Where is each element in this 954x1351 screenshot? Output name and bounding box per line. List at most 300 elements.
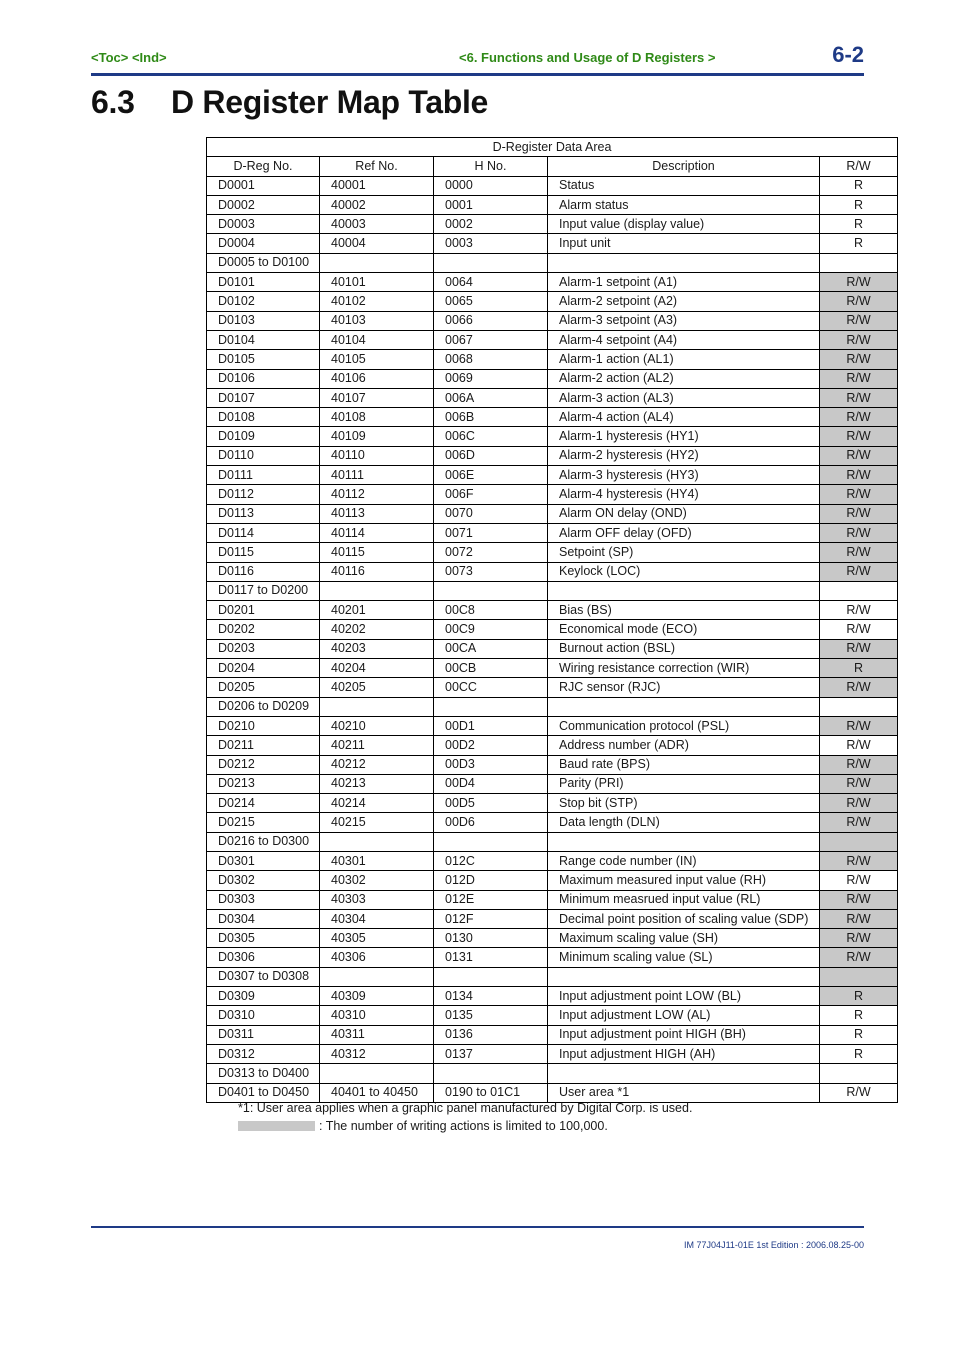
table-row bbox=[207, 350, 898, 369]
dreg-cell: D0004 bbox=[207, 234, 320, 253]
h-cell: 006A bbox=[434, 388, 548, 407]
dreg-cell: D0401 to D0450 bbox=[207, 1083, 320, 1102]
description-cell: Alarm-4 hysteresis (HY4) bbox=[548, 485, 820, 504]
h-cell: 006C bbox=[434, 427, 548, 446]
description-cell: Alarm-4 setpoint (A4) bbox=[548, 330, 820, 349]
table-row bbox=[207, 967, 898, 986]
column-header: R/W bbox=[820, 157, 898, 176]
h-cell: 0001 bbox=[434, 195, 548, 214]
table-row bbox=[207, 369, 898, 388]
description-cell: Alarm-2 hysteresis (HY2) bbox=[548, 446, 820, 465]
rw-cell: R/W bbox=[820, 890, 898, 909]
ref-cell: 40003 bbox=[320, 215, 434, 234]
rw-cell: R bbox=[820, 1006, 898, 1025]
description-cell bbox=[548, 253, 820, 272]
dreg-cell: D0202 bbox=[207, 620, 320, 639]
table-row bbox=[207, 620, 898, 639]
section-header[interactable]: <6. Functions and Usage of D Registers > bbox=[459, 50, 716, 65]
description-cell: Alarm-1 hysteresis (HY1) bbox=[548, 427, 820, 446]
table-row bbox=[207, 176, 898, 195]
h-cell: 0073 bbox=[434, 562, 548, 581]
section-title: D Register Map Table bbox=[171, 84, 489, 120]
dreg-cell: D0305 bbox=[207, 929, 320, 948]
rw-cell: R/W bbox=[820, 369, 898, 388]
ref-cell: 40103 bbox=[320, 311, 434, 330]
dreg-cell: D0205 bbox=[207, 678, 320, 697]
section-number: 6.3 bbox=[91, 84, 135, 120]
dreg-cell: D0003 bbox=[207, 215, 320, 234]
rw-cell: R/W bbox=[820, 948, 898, 967]
ref-cell: 40204 bbox=[320, 659, 434, 678]
table-row bbox=[207, 794, 898, 813]
dreg-cell: D0213 bbox=[207, 774, 320, 793]
h-cell: 0190 to 01C1 bbox=[434, 1083, 548, 1102]
description-cell: Bias (BS) bbox=[548, 601, 820, 620]
ref-cell: 40215 bbox=[320, 813, 434, 832]
description-cell: Minimum measrued input value (RL) bbox=[548, 890, 820, 909]
description-cell: Alarm OFF delay (OFD) bbox=[548, 523, 820, 542]
dreg-cell: D0203 bbox=[207, 639, 320, 658]
dreg-cell: D0001 bbox=[207, 176, 320, 195]
description-cell: Communication protocol (PSL) bbox=[548, 716, 820, 735]
rw-cell: R/W bbox=[820, 909, 898, 928]
rw-cell: R/W bbox=[820, 446, 898, 465]
h-cell: 006E bbox=[434, 466, 548, 485]
ref-cell: 40109 bbox=[320, 427, 434, 446]
rw-cell: R/W bbox=[820, 273, 898, 292]
ref-cell: 40305 bbox=[320, 929, 434, 948]
h-cell: 012C bbox=[434, 851, 548, 870]
h-cell: 0130 bbox=[434, 929, 548, 948]
h-cell: 0131 bbox=[434, 948, 548, 967]
dreg-cell: D0107 bbox=[207, 388, 320, 407]
rw-cell: R/W bbox=[820, 466, 898, 485]
table-row bbox=[207, 890, 898, 909]
description-cell: Alarm-2 setpoint (A2) bbox=[548, 292, 820, 311]
ref-cell: 40211 bbox=[320, 736, 434, 755]
table-row bbox=[207, 736, 898, 755]
rw-cell: R/W bbox=[820, 350, 898, 369]
description-cell: Input adjustment LOW (AL) bbox=[548, 1006, 820, 1025]
table-row bbox=[207, 813, 898, 832]
dreg-cell: D0303 bbox=[207, 890, 320, 909]
description-cell: Alarm-3 action (AL3) bbox=[548, 388, 820, 407]
h-cell: 00D5 bbox=[434, 794, 548, 813]
h-cell: 00D4 bbox=[434, 774, 548, 793]
rw-cell: R/W bbox=[820, 311, 898, 330]
description-cell: Maximum measured input value (RH) bbox=[548, 871, 820, 890]
ref-cell: 40210 bbox=[320, 716, 434, 735]
footnote-legend bbox=[238, 1119, 608, 1133]
ref-cell bbox=[320, 253, 434, 272]
h-cell: 0134 bbox=[434, 987, 548, 1006]
table-row bbox=[207, 716, 898, 735]
dreg-cell: D0211 bbox=[207, 736, 320, 755]
ref-cell: 40312 bbox=[320, 1044, 434, 1063]
ref-cell bbox=[320, 697, 434, 716]
table-row bbox=[207, 909, 898, 928]
rw-cell: R bbox=[820, 176, 898, 195]
dreg-cell: D0307 to D0308 bbox=[207, 967, 320, 986]
table-row bbox=[207, 485, 898, 504]
rw-cell: R/W bbox=[820, 929, 898, 948]
description-cell: Input unit bbox=[548, 234, 820, 253]
ref-cell: 40205 bbox=[320, 678, 434, 697]
description-cell: Address number (ADR) bbox=[548, 736, 820, 755]
h-cell: 006B bbox=[434, 408, 548, 427]
rw-cell: R bbox=[820, 234, 898, 253]
dreg-cell: D0117 to D0200 bbox=[207, 581, 320, 600]
ref-cell bbox=[320, 581, 434, 600]
dreg-cell: D0311 bbox=[207, 1025, 320, 1044]
table-row bbox=[207, 601, 898, 620]
dreg-cell: D0210 bbox=[207, 716, 320, 735]
rw-cell bbox=[820, 581, 898, 600]
rw-cell: R/W bbox=[820, 543, 898, 562]
rw-cell: R/W bbox=[820, 427, 898, 446]
dreg-cell: D0002 bbox=[207, 195, 320, 214]
table-row bbox=[207, 427, 898, 446]
ref-cell: 40311 bbox=[320, 1025, 434, 1044]
table-row bbox=[207, 273, 898, 292]
table-row bbox=[207, 1025, 898, 1044]
h-cell: 0135 bbox=[434, 1006, 548, 1025]
table-row bbox=[207, 581, 898, 600]
h-cell: 0003 bbox=[434, 234, 548, 253]
table-row bbox=[207, 948, 898, 967]
rw-cell: R/W bbox=[820, 408, 898, 427]
ref-cell: 40110 bbox=[320, 446, 434, 465]
ref-cell: 40101 bbox=[320, 273, 434, 292]
dreg-cell: D0110 bbox=[207, 446, 320, 465]
rw-cell: R/W bbox=[820, 504, 898, 523]
table-row bbox=[207, 871, 898, 890]
rw-cell: R/W bbox=[820, 678, 898, 697]
h-cell: 0068 bbox=[434, 350, 548, 369]
shade-swatch bbox=[238, 1121, 315, 1131]
ref-cell: 40113 bbox=[320, 504, 434, 523]
dreg-cell: D0313 to D0400 bbox=[207, 1064, 320, 1083]
dreg-cell: D0106 bbox=[207, 369, 320, 388]
rw-cell: R/W bbox=[820, 813, 898, 832]
dreg-cell: D0306 bbox=[207, 948, 320, 967]
dreg-cell: D0116 bbox=[207, 562, 320, 581]
ref-cell: 40002 bbox=[320, 195, 434, 214]
description-cell: Alarm-4 action (AL4) bbox=[548, 408, 820, 427]
table-row bbox=[207, 832, 898, 851]
h-cell bbox=[434, 1064, 548, 1083]
description-cell: Input value (display value) bbox=[548, 215, 820, 234]
ref-cell: 40310 bbox=[320, 1006, 434, 1025]
description-cell: Baud rate (BPS) bbox=[548, 755, 820, 774]
description-cell: Status bbox=[548, 176, 820, 195]
description-cell bbox=[548, 581, 820, 600]
table-row bbox=[207, 388, 898, 407]
ref-cell: 40104 bbox=[320, 330, 434, 349]
h-cell: 012E bbox=[434, 890, 548, 909]
table-row bbox=[207, 1044, 898, 1063]
dreg-cell: D0111 bbox=[207, 466, 320, 485]
table-row bbox=[207, 678, 898, 697]
dreg-cell: D0304 bbox=[207, 909, 320, 928]
table-row bbox=[207, 504, 898, 523]
rw-cell: R/W bbox=[820, 851, 898, 870]
h-cell: 00CC bbox=[434, 678, 548, 697]
h-cell: 00D6 bbox=[434, 813, 548, 832]
dreg-cell: D0101 bbox=[207, 273, 320, 292]
table-row bbox=[207, 987, 898, 1006]
h-cell: 006F bbox=[434, 485, 548, 504]
ref-cell: 40116 bbox=[320, 562, 434, 581]
dreg-cell: D0115 bbox=[207, 543, 320, 562]
description-cell: Burnout action (BSL) bbox=[548, 639, 820, 658]
doc-id: IM 77J04J11-01E 1st Edition : 2006.08.25-00 bbox=[684, 1240, 864, 1250]
description-cell: User area *1 bbox=[548, 1083, 820, 1102]
rw-cell: R/W bbox=[820, 485, 898, 504]
column-header: D-Reg No. bbox=[207, 157, 320, 176]
ref-cell: 40114 bbox=[320, 523, 434, 542]
dreg-cell: D0102 bbox=[207, 292, 320, 311]
h-cell: 0070 bbox=[434, 504, 548, 523]
h-cell: 0002 bbox=[434, 215, 548, 234]
rw-cell: R bbox=[820, 987, 898, 1006]
rw-cell bbox=[820, 697, 898, 716]
table-row bbox=[207, 523, 898, 542]
description-cell: Input adjustment point HIGH (BH) bbox=[548, 1025, 820, 1044]
ref-cell: 40401 to 40450 bbox=[320, 1083, 434, 1102]
footer-rule bbox=[91, 1226, 864, 1228]
rw-cell: R bbox=[820, 1025, 898, 1044]
description-cell: Alarm-1 setpoint (A1) bbox=[548, 273, 820, 292]
dreg-cell: D0214 bbox=[207, 794, 320, 813]
table-row bbox=[207, 234, 898, 253]
description-cell: Keylock (LOC) bbox=[548, 562, 820, 581]
table-row bbox=[207, 215, 898, 234]
h-cell: 0066 bbox=[434, 311, 548, 330]
ref-cell: 40203 bbox=[320, 639, 434, 658]
h-cell: 0064 bbox=[434, 273, 548, 292]
h-cell: 00C9 bbox=[434, 620, 548, 639]
rw-cell: R/W bbox=[820, 736, 898, 755]
table-row bbox=[207, 1006, 898, 1025]
rw-cell bbox=[820, 1064, 898, 1083]
table-row bbox=[207, 292, 898, 311]
description-cell: Alarm-3 setpoint (A3) bbox=[548, 311, 820, 330]
ref-cell: 40115 bbox=[320, 543, 434, 562]
ref-cell: 40302 bbox=[320, 871, 434, 890]
ref-cell: 40111 bbox=[320, 466, 434, 485]
table-row bbox=[207, 659, 898, 678]
dreg-cell: D0105 bbox=[207, 350, 320, 369]
table-row bbox=[207, 408, 898, 427]
h-cell: 012F bbox=[434, 909, 548, 928]
table-row bbox=[207, 311, 898, 330]
dreg-cell: D0212 bbox=[207, 755, 320, 774]
rw-cell: R/W bbox=[820, 774, 898, 793]
dreg-cell: D0310 bbox=[207, 1006, 320, 1025]
dreg-cell: D0302 bbox=[207, 871, 320, 890]
h-cell bbox=[434, 967, 548, 986]
description-cell: Alarm-2 action (AL2) bbox=[548, 369, 820, 388]
h-cell: 00D3 bbox=[434, 755, 548, 774]
table-row bbox=[207, 851, 898, 870]
h-cell: 0067 bbox=[434, 330, 548, 349]
d-register-map-table bbox=[206, 137, 898, 1103]
ref-cell: 40001 bbox=[320, 176, 434, 195]
dreg-cell: D0206 to D0209 bbox=[207, 697, 320, 716]
dreg-cell: D0215 bbox=[207, 813, 320, 832]
ref-cell: 40202 bbox=[320, 620, 434, 639]
toc-ind-link[interactable]: <Toc> <Ind> bbox=[91, 50, 167, 65]
column-header: Description bbox=[548, 157, 820, 176]
dreg-cell: D0109 bbox=[207, 427, 320, 446]
h-cell: 0137 bbox=[434, 1044, 548, 1063]
rw-cell: R/W bbox=[820, 1083, 898, 1102]
description-cell: Input adjustment HIGH (AH) bbox=[548, 1044, 820, 1063]
description-cell: Wiring resistance correction (WIR) bbox=[548, 659, 820, 678]
table-row bbox=[207, 1083, 898, 1102]
dreg-cell: D0204 bbox=[207, 659, 320, 678]
ref-cell: 40112 bbox=[320, 485, 434, 504]
ref-cell: 40212 bbox=[320, 755, 434, 774]
rw-cell: R bbox=[820, 215, 898, 234]
header-rule bbox=[91, 73, 864, 76]
description-cell: Alarm-1 action (AL1) bbox=[548, 350, 820, 369]
rw-cell: R/W bbox=[820, 620, 898, 639]
description-cell: Parity (PRI) bbox=[548, 774, 820, 793]
dreg-cell: D0103 bbox=[207, 311, 320, 330]
column-header: H No. bbox=[434, 157, 548, 176]
dreg-cell: D0309 bbox=[207, 987, 320, 1006]
h-cell: 00D1 bbox=[434, 716, 548, 735]
description-cell: Alarm status bbox=[548, 195, 820, 214]
rw-cell: R/W bbox=[820, 523, 898, 542]
h-cell bbox=[434, 253, 548, 272]
dreg-cell: D0216 to D0300 bbox=[207, 832, 320, 851]
description-cell: Maximum scaling value (SH) bbox=[548, 929, 820, 948]
description-cell: Data length (DLN) bbox=[548, 813, 820, 832]
ref-cell: 40213 bbox=[320, 774, 434, 793]
description-cell bbox=[548, 697, 820, 716]
legend-text: : The number of writing actions is limited to 100,000. bbox=[319, 1119, 608, 1133]
rw-cell: R/W bbox=[820, 562, 898, 581]
description-cell bbox=[548, 832, 820, 851]
column-header: Ref No. bbox=[320, 157, 434, 176]
description-cell: Decimal point position of scaling value (SDP) bbox=[548, 909, 820, 928]
table-row bbox=[207, 929, 898, 948]
ref-cell: 40304 bbox=[320, 909, 434, 928]
description-cell: Economical mode (ECO) bbox=[548, 620, 820, 639]
dreg-cell: D0104 bbox=[207, 330, 320, 349]
table-row bbox=[207, 774, 898, 793]
rw-cell: R/W bbox=[820, 292, 898, 311]
ref-cell: 40004 bbox=[320, 234, 434, 253]
table-body bbox=[207, 176, 898, 1102]
h-cell bbox=[434, 581, 548, 600]
table-row bbox=[207, 446, 898, 465]
h-cell: 0072 bbox=[434, 543, 548, 562]
description-cell bbox=[548, 1064, 820, 1083]
rw-cell: R/W bbox=[820, 871, 898, 890]
table-row bbox=[207, 755, 898, 774]
description-cell: RJC sensor (RJC) bbox=[548, 678, 820, 697]
table-row bbox=[207, 697, 898, 716]
ref-cell: 40201 bbox=[320, 601, 434, 620]
h-cell: 0069 bbox=[434, 369, 548, 388]
h-cell: 0071 bbox=[434, 523, 548, 542]
rw-cell bbox=[820, 967, 898, 986]
rw-cell: R/W bbox=[820, 794, 898, 813]
dreg-cell: D0005 to D0100 bbox=[207, 253, 320, 272]
ref-cell: 40102 bbox=[320, 292, 434, 311]
h-cell: 0065 bbox=[434, 292, 548, 311]
footnote-user-area: *1: User area applies when a graphic panel manufactured by Digital Corp. is used. bbox=[238, 1101, 693, 1115]
rw-cell: R/W bbox=[820, 755, 898, 774]
table-row bbox=[207, 1064, 898, 1083]
table-row bbox=[207, 330, 898, 349]
ref-cell: 40306 bbox=[320, 948, 434, 967]
rw-cell bbox=[820, 832, 898, 851]
description-cell: Input adjustment point LOW (BL) bbox=[548, 987, 820, 1006]
dreg-cell: D0312 bbox=[207, 1044, 320, 1063]
table-row bbox=[207, 562, 898, 581]
table-row bbox=[207, 639, 898, 658]
description-cell bbox=[548, 967, 820, 986]
table-row bbox=[207, 253, 898, 272]
ref-cell: 40107 bbox=[320, 388, 434, 407]
rw-cell: R bbox=[820, 659, 898, 678]
page-number: 6-2 bbox=[832, 42, 864, 67]
ref-cell: 40108 bbox=[320, 408, 434, 427]
rw-cell: R/W bbox=[820, 639, 898, 658]
dreg-cell: D0114 bbox=[207, 523, 320, 542]
rw-cell: R/W bbox=[820, 601, 898, 620]
ref-cell bbox=[320, 967, 434, 986]
h-cell: 0136 bbox=[434, 1025, 548, 1044]
table-row bbox=[207, 466, 898, 485]
description-cell: Alarm-3 hysteresis (HY3) bbox=[548, 466, 820, 485]
h-cell: 00CA bbox=[434, 639, 548, 658]
h-cell: 012D bbox=[434, 871, 548, 890]
rw-cell: R/W bbox=[820, 330, 898, 349]
h-cell bbox=[434, 697, 548, 716]
ref-cell: 40303 bbox=[320, 890, 434, 909]
h-cell bbox=[434, 832, 548, 851]
ref-cell: 40301 bbox=[320, 851, 434, 870]
page-title bbox=[91, 84, 488, 121]
ref-cell: 40106 bbox=[320, 369, 434, 388]
dreg-cell: D0112 bbox=[207, 485, 320, 504]
rw-cell: R bbox=[820, 195, 898, 214]
dreg-cell: D0201 bbox=[207, 601, 320, 620]
ref-cell: 40105 bbox=[320, 350, 434, 369]
rw-cell: R bbox=[820, 1044, 898, 1063]
ref-cell bbox=[320, 832, 434, 851]
h-cell: 00CB bbox=[434, 659, 548, 678]
rw-cell: R/W bbox=[820, 716, 898, 735]
dreg-cell: D0113 bbox=[207, 504, 320, 523]
description-cell: Alarm ON delay (OND) bbox=[548, 504, 820, 523]
table-row bbox=[207, 195, 898, 214]
h-cell: 0000 bbox=[434, 176, 548, 195]
h-cell: 00C8 bbox=[434, 601, 548, 620]
ref-cell bbox=[320, 1064, 434, 1083]
description-cell: Stop bit (STP) bbox=[548, 794, 820, 813]
rw-cell bbox=[820, 253, 898, 272]
ref-cell: 40214 bbox=[320, 794, 434, 813]
h-cell: 006D bbox=[434, 446, 548, 465]
rw-cell: R/W bbox=[820, 388, 898, 407]
